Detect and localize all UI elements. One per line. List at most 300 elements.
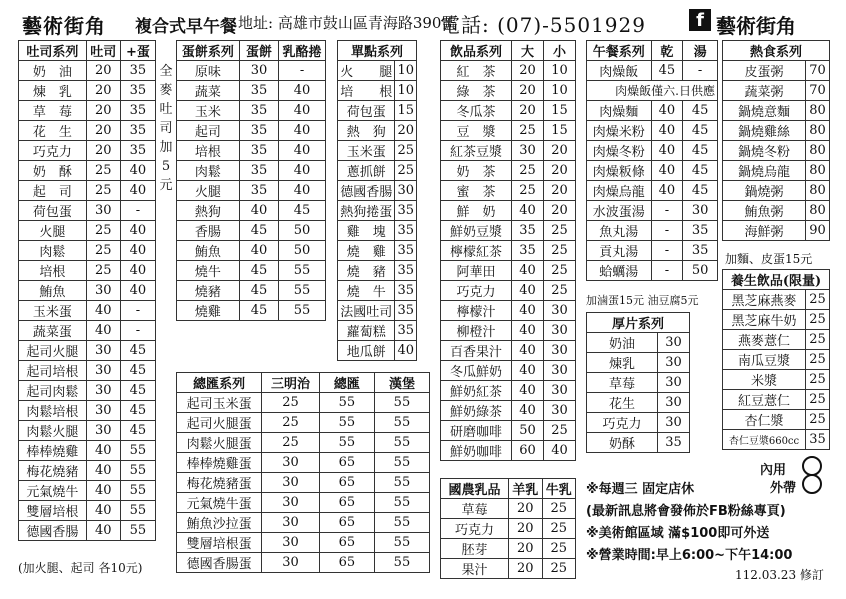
shop-subtitle: 複合式早午餐 (135, 17, 237, 37)
table-row (19, 261, 156, 281)
table-row (338, 321, 417, 341)
item-price: 25 (806, 370, 830, 390)
thick-toast-table (586, 312, 690, 453)
item-price: 30 (86, 361, 120, 381)
table-row (587, 61, 718, 81)
item-name: 胚芽 (441, 539, 509, 559)
item-name: 肉鬆 (19, 241, 87, 261)
item-price: 45 (120, 361, 155, 381)
table-row (441, 221, 576, 241)
table-row (587, 393, 690, 413)
item-name: 檸檬汁 (441, 301, 512, 321)
lunch-footnote: 加滷蛋15元 油豆腐5元 (586, 294, 699, 307)
column-header: +蛋 (120, 41, 155, 61)
item-price: 25 (806, 390, 830, 410)
item-price: 55 (120, 481, 155, 501)
item-price: 55 (374, 473, 429, 493)
table-row (338, 241, 417, 261)
item-price: 35 (120, 141, 155, 161)
item-name: 貢丸湯 (587, 240, 652, 260)
table-row (587, 180, 718, 200)
item-price: 40 (279, 101, 326, 121)
item-price: 55 (374, 393, 429, 413)
item-price: 30 (658, 353, 690, 373)
item-price: 40 (543, 441, 575, 461)
table-row (723, 161, 830, 181)
item-price: 30 (395, 181, 417, 201)
header-row (19, 41, 156, 61)
table-row (338, 141, 417, 161)
item-name: 起司火腿蛋 (177, 413, 262, 433)
item-price: 10 (395, 61, 417, 81)
item-price: - (120, 201, 155, 221)
dine-in-checkbox (802, 456, 822, 476)
item-name: 巧克力 (441, 281, 512, 301)
item-price: 20 (86, 141, 120, 161)
item-price: 40 (86, 441, 120, 461)
item-price: 55 (374, 513, 429, 533)
column-header: 蛋餅系列 (177, 41, 240, 61)
item-name: 鮮奶咖啡 (441, 441, 512, 461)
column-header: 羊乳 (509, 479, 542, 499)
item-name: 肉燥烏龍 (587, 180, 652, 200)
hot-food-table (722, 40, 830, 241)
item-name: 火 腿 (338, 61, 395, 81)
item-price: 10 (543, 81, 575, 101)
header-row (177, 373, 430, 393)
item-price: 40 (511, 381, 543, 401)
item-price: 10 (395, 81, 417, 101)
table-row (338, 181, 417, 201)
table-row (723, 101, 830, 121)
table-row (441, 361, 576, 381)
facebook-page-name: 藝術街角 (716, 14, 796, 38)
item-price: 45 (683, 100, 718, 120)
item-name: 原味 (177, 61, 240, 81)
item-price: 25 (86, 261, 120, 281)
item-name: 荷包蛋 (338, 101, 395, 121)
item-name: 玉米 (177, 101, 240, 121)
item-name: 冬瓜鮮奶 (441, 361, 512, 381)
column-header: 乾 (651, 41, 683, 61)
item-name: 蔬菜蛋 (19, 321, 87, 341)
item-price: - (120, 301, 155, 321)
item-price: 30 (658, 413, 690, 433)
column-header: 養生飲品(限量) (723, 270, 830, 290)
item-price: 80 (806, 201, 830, 221)
item-name: 培根 (177, 141, 240, 161)
table-row (723, 181, 830, 201)
item-name: 花生 (587, 393, 658, 413)
item-name: 巧克力 (587, 413, 658, 433)
item-price: 30 (262, 453, 320, 473)
item-price: 35 (239, 161, 278, 181)
table-row (19, 521, 156, 541)
table-row (723, 310, 830, 330)
table-row (723, 390, 830, 410)
item-price: 40 (86, 461, 120, 481)
item-price: 25 (262, 413, 320, 433)
item-price: 70 (806, 81, 830, 101)
item-price: 20 (543, 141, 575, 161)
item-name: 杏仁漿 (723, 410, 806, 430)
item-price: 40 (511, 261, 543, 281)
table-row (19, 101, 156, 121)
note-closed-wednesday: ※每週三 固定店休 (586, 482, 695, 497)
column-header: 總匯系列 (177, 373, 262, 393)
table-row (19, 441, 156, 461)
lunch-menu-table (586, 40, 718, 281)
table-row (177, 301, 326, 321)
item-name: 雙層培根 (19, 501, 87, 521)
table-row (177, 81, 326, 101)
item-price: 55 (120, 441, 155, 461)
item-price: 40 (86, 501, 120, 521)
item-price: 30 (86, 341, 120, 361)
header-row (723, 270, 830, 290)
header-row (177, 41, 326, 61)
table-row (177, 281, 326, 301)
table-row (441, 281, 576, 301)
item-price: 35 (120, 61, 155, 81)
item-price: 20 (86, 121, 120, 141)
item-price: 25 (543, 221, 575, 241)
table-row (587, 81, 718, 101)
item-name: 鍋燒冬粉 (723, 141, 806, 161)
item-price: 40 (120, 221, 155, 241)
item-price: 20 (543, 161, 575, 181)
item-name: 紅豆薏仁 (723, 390, 806, 410)
item-name: 肉燥飯 (587, 61, 652, 81)
item-price: 45 (651, 61, 683, 81)
item-name: 肉鬆培根 (19, 401, 87, 421)
item-name: 燒 豬 (338, 261, 395, 281)
item-name: 燒 雞 (338, 241, 395, 261)
item-price: - (651, 200, 683, 220)
item-name: 鍋燒意麵 (723, 101, 806, 121)
item-price: 30 (262, 533, 320, 553)
item-price: 35 (395, 321, 417, 341)
item-price: 25 (806, 350, 830, 370)
item-price: 55 (374, 413, 429, 433)
table-row (338, 161, 417, 181)
column-header: 國農乳品 (441, 479, 509, 499)
item-price: 40 (279, 161, 326, 181)
column-header: 午餐系列 (587, 41, 652, 61)
table-row (441, 101, 576, 121)
item-price: 35 (239, 181, 278, 201)
table-row (723, 410, 830, 430)
item-name: 肉鬆火腿蛋 (177, 433, 262, 453)
table-row (177, 533, 430, 553)
item-price: 55 (374, 493, 429, 513)
table-row (723, 350, 830, 370)
item-price: 40 (651, 120, 683, 140)
item-price: 25 (806, 410, 830, 430)
table-row (587, 100, 718, 120)
item-price: 20 (86, 101, 120, 121)
header-row (441, 479, 576, 499)
item-name: 玉米蛋 (338, 141, 395, 161)
item-price: 45 (279, 201, 326, 221)
item-price: 55 (120, 461, 155, 481)
item-name: 燕麥薏仁 (723, 330, 806, 350)
item-price: 65 (319, 453, 374, 473)
takeout-checkbox (802, 474, 822, 494)
table-row (441, 181, 576, 201)
item-name: 荷包蛋 (19, 201, 87, 221)
table-row (177, 553, 430, 573)
table-row (338, 101, 417, 121)
item-price: 30 (262, 493, 320, 513)
table-row (19, 361, 156, 381)
item-price: 50 (279, 241, 326, 261)
table-row (19, 61, 156, 81)
table-row (19, 221, 156, 241)
header-row (338, 41, 417, 61)
item-name: 百香果汁 (441, 341, 512, 361)
table-row (587, 413, 690, 433)
item-price: 30 (658, 333, 690, 353)
item-price: 25 (543, 241, 575, 261)
column-header: 小 (543, 41, 575, 61)
table-row (441, 381, 576, 401)
drinks-menu-table (440, 40, 576, 461)
item-name: 鍋燒烏龍 (723, 161, 806, 181)
table-row (441, 261, 576, 281)
item-price: 20 (511, 101, 543, 121)
item-name: 草莓 (441, 499, 509, 519)
item-price: 30 (86, 421, 120, 441)
dairy-menu-table (440, 478, 576, 579)
table-row (19, 141, 156, 161)
item-name: 黑芝麻燕麥 (723, 290, 806, 310)
table-row (723, 81, 830, 101)
item-name: 檸檬紅茶 (441, 241, 512, 261)
item-name: 培根 (19, 261, 87, 281)
item-name: 柳橙汁 (441, 321, 512, 341)
column-header: 厚片系列 (587, 313, 690, 333)
combo-menu-table (176, 372, 430, 573)
item-price: 40 (86, 301, 120, 321)
item-name: 魚丸湯 (587, 220, 652, 240)
item-price: 25 (86, 221, 120, 241)
item-name: 蔬菜 (177, 81, 240, 101)
item-name: 肉燥冬粉 (587, 140, 652, 160)
item-name: 鍋燒雞絲 (723, 121, 806, 141)
item-name: 巧克力 (441, 519, 509, 539)
item-price: - (279, 61, 326, 81)
item-price: 25 (542, 559, 575, 579)
table-row (441, 241, 576, 261)
item-price: 30 (262, 553, 320, 573)
item-price: 35 (683, 220, 718, 240)
item-name: 冬瓜茶 (441, 101, 512, 121)
item-price: 35 (395, 281, 417, 301)
item-name: 鮮奶綠茶 (441, 401, 512, 421)
item-price: 55 (279, 301, 326, 321)
item-price: 15 (543, 121, 575, 141)
table-row (177, 473, 430, 493)
item-name: 研磨咖啡 (441, 421, 512, 441)
item-name: 鮪魚沙拉蛋 (177, 513, 262, 533)
item-price: 80 (806, 121, 830, 141)
item-price: 30 (86, 281, 120, 301)
table-row (19, 381, 156, 401)
table-row (441, 341, 576, 361)
item-name: 南瓜豆漿 (723, 350, 806, 370)
item-price: 60 (511, 441, 543, 461)
item-price: 25 (262, 433, 320, 453)
item-price: 30 (86, 401, 120, 421)
item-price: 25 (511, 181, 543, 201)
item-name: 培 根 (338, 81, 395, 101)
item-name: 熱 狗 (338, 121, 395, 141)
item-price: 65 (319, 553, 374, 573)
item-price: 65 (319, 533, 374, 553)
item-price: 35 (511, 241, 543, 261)
item-price: 20 (509, 539, 542, 559)
item-price: - (120, 321, 155, 341)
item-price: 30 (543, 361, 575, 381)
item-name: 蛤蠣湯 (587, 260, 652, 280)
table-row (177, 433, 430, 453)
table-row (177, 393, 430, 413)
takeout-label: 外帶 (770, 481, 797, 496)
item-price: 40 (511, 301, 543, 321)
item-price: 40 (120, 161, 155, 181)
table-row (177, 413, 430, 433)
table-row (338, 261, 417, 281)
table-row (177, 101, 326, 121)
item-price: 80 (806, 161, 830, 181)
table-row (587, 260, 718, 280)
item-price: 35 (239, 141, 278, 161)
item-name: 奶 油 (19, 61, 87, 81)
item-name: 法國吐司 (338, 301, 395, 321)
item-name: 梅花燒豬 (19, 461, 87, 481)
item-price: 35 (395, 261, 417, 281)
item-price: 20 (86, 81, 120, 101)
item-name: 鮪魚 (177, 241, 240, 261)
item-price: 45 (239, 301, 278, 321)
item-price: 40 (395, 341, 417, 361)
item-price: 20 (511, 61, 543, 81)
item-price: 30 (543, 301, 575, 321)
table-row (441, 401, 576, 421)
item-price: 55 (319, 413, 374, 433)
table-row (338, 221, 417, 241)
column-header: 總匯 (319, 373, 374, 393)
item-price: 45 (239, 261, 278, 281)
item-name: 米漿 (723, 370, 806, 390)
item-name: 綠 茶 (441, 81, 512, 101)
item-price: 25 (511, 161, 543, 181)
item-price: 30 (543, 381, 575, 401)
item-price: 40 (651, 140, 683, 160)
item-name: 起司玉米蛋 (177, 393, 262, 413)
table-row (19, 301, 156, 321)
item-name: 火腿 (177, 181, 240, 201)
item-price: 25 (86, 181, 120, 201)
item-name: 德國香腸 (19, 521, 87, 541)
item-name: 起司 (177, 121, 240, 141)
header-row (587, 41, 718, 61)
table-row (441, 421, 576, 441)
item-price: 45 (120, 341, 155, 361)
item-price: 55 (120, 521, 155, 541)
item-price: 25 (542, 519, 575, 539)
item-price: 20 (509, 519, 542, 539)
item-price: 25 (395, 161, 417, 181)
item-name: 熱狗捲蛋 (338, 201, 395, 221)
item-price: 40 (511, 361, 543, 381)
item-price: 40 (511, 201, 543, 221)
facebook-icon: f (689, 9, 711, 31)
item-price: 45 (683, 160, 718, 180)
note-fb-updates: (最新訊息將會發佈於FB粉絲專頁) (586, 504, 786, 519)
item-name: 巧克力 (19, 141, 87, 161)
whole-wheat-note: 全 麥 吐 司 加 5 元 (159, 64, 173, 193)
table-row (441, 81, 576, 101)
table-row (723, 370, 830, 390)
item-price: 35 (683, 240, 718, 260)
item-name: 元氣燒牛 (19, 481, 87, 501)
item-price: 35 (806, 430, 830, 450)
item-price: 20 (86, 61, 120, 81)
item-price: 45 (120, 381, 155, 401)
item-price: 30 (658, 393, 690, 413)
table-row (338, 121, 417, 141)
item-name: 肉燥米粉 (587, 120, 652, 140)
item-name: 起 司 (19, 181, 87, 201)
shop-name: 藝術街角 (22, 14, 106, 38)
item-name: 海鮮粥 (723, 221, 806, 241)
item-price: 40 (120, 181, 155, 201)
column-header: 蛋餅 (239, 41, 278, 61)
table-row (177, 513, 430, 533)
item-price: 40 (279, 141, 326, 161)
item-name: 肉鬆 (177, 161, 240, 181)
item-price: 55 (279, 261, 326, 281)
item-price: 40 (511, 321, 543, 341)
table-row (19, 81, 156, 101)
column-header: 大 (511, 41, 543, 61)
item-price: 50 (511, 421, 543, 441)
item-price: 40 (511, 281, 543, 301)
item-name: 元氣燒牛蛋 (177, 493, 262, 513)
table-row (723, 221, 830, 241)
item-name: 鮪魚 (19, 281, 87, 301)
table-row (19, 481, 156, 501)
item-price: 30 (86, 201, 120, 221)
item-price: 45 (239, 281, 278, 301)
note-delivery: ※美術館區域 滿$100即可外送 (586, 526, 770, 541)
item-name: 皮蛋粥 (723, 61, 806, 81)
table-row (723, 290, 830, 310)
item-name: 阿華田 (441, 261, 512, 281)
toast-menu-table (18, 40, 156, 541)
table-row (441, 61, 576, 81)
item-name: 鮮奶紅茶 (441, 381, 512, 401)
column-header: 單點系列 (338, 41, 417, 61)
item-price: 55 (120, 501, 155, 521)
item-price: 25 (86, 241, 120, 261)
item-price: 35 (239, 121, 278, 141)
item-name: 奶 茶 (441, 161, 512, 181)
header-row (587, 313, 690, 333)
item-name: 起司肉鬆 (19, 381, 87, 401)
